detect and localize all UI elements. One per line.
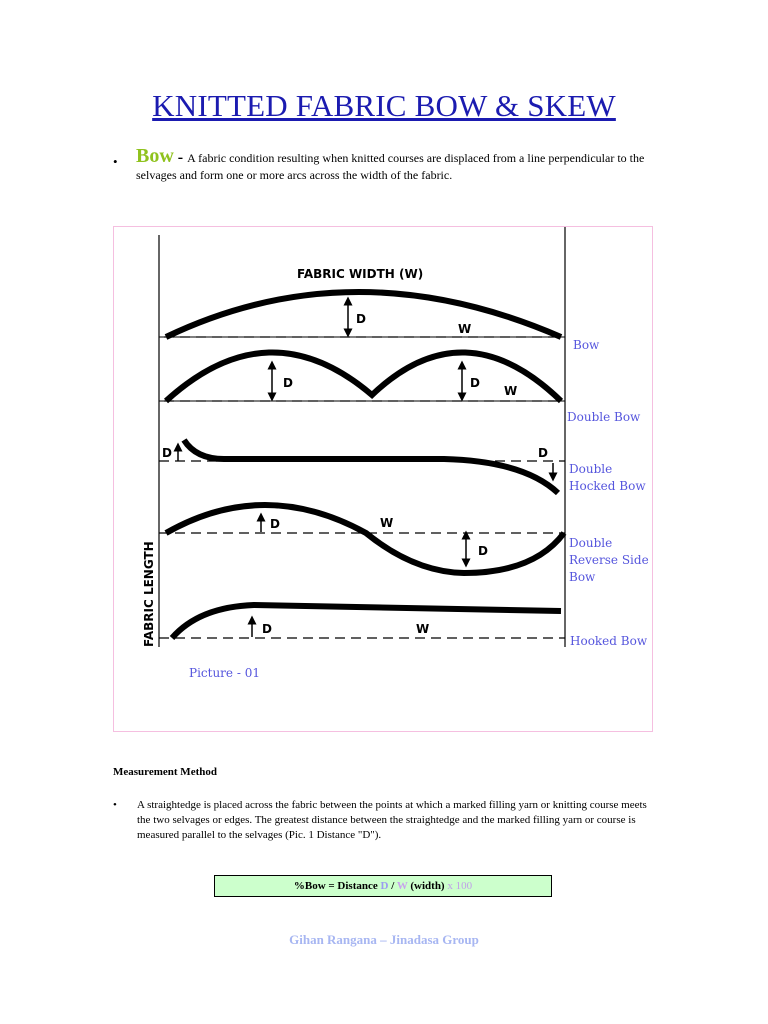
label-reverse-1: Double	[569, 536, 613, 550]
label-double-hooked-2: Hocked Bow	[569, 479, 646, 493]
bow-definition-text: A fabric condition resulting when knitted courses are displaced from a line perpendicular to the selvages and form one or more arcs across the width of the fabric.	[136, 151, 645, 182]
label-double-bow: Double Bow	[567, 410, 641, 424]
label-hooked-bow: Hooked Bow	[570, 634, 648, 648]
label-double-hooked-1: Double	[569, 462, 613, 476]
label-bow: Bow	[573, 338, 600, 352]
measurement-text: A straightedge is placed across the fabric between the points at which a marked filling yarn or knitting course meets the two selvages or edges. The greatest distance between the straightedge and the marked filling yarn or course is measured parallel to the selvages (Pic. 1 Distance "D").	[137, 799, 647, 841]
bow-diagram-figure	[113, 226, 653, 732]
footer-credit: Gihan Rangana – Jinadasa Group	[289, 932, 479, 947]
hooked-bow-curve	[172, 605, 561, 638]
svg-text:W: W	[416, 622, 430, 636]
svg-text:D: D	[478, 544, 488, 558]
svg-text:D: D	[270, 517, 280, 531]
label-reverse-3: Bow	[569, 570, 596, 584]
bullet-icon: •	[113, 154, 118, 169]
fabric-length-label: FABRIC LENGTH	[142, 541, 156, 647]
bow-separator: -	[173, 149, 188, 166]
svg-text:D: D	[262, 622, 272, 636]
svg-text:D: D	[356, 312, 366, 326]
label-reverse-2: Reverse Side	[569, 553, 649, 567]
double-hooked-bow-curve	[184, 440, 558, 493]
page-title: KNITTED FABRIC BOW & SKEW	[152, 88, 616, 123]
reverse-side-bow-curve	[166, 505, 564, 573]
measurement-heading: Measurement Method	[113, 766, 217, 778]
svg-text:W: W	[504, 384, 518, 398]
svg-text:D: D	[470, 376, 480, 390]
bullet-icon: •	[113, 799, 117, 811]
bow-formula: %Bow = Distance D / W (width) x 100	[214, 875, 552, 897]
svg-text:D: D	[538, 446, 548, 460]
measurement-list	[113, 798, 658, 843]
bow-term: Bow	[136, 145, 174, 167]
double-bow-curve	[166, 352, 561, 401]
fabric-width-label: FABRIC WIDTH (W)	[297, 267, 424, 281]
svg-text:D: D	[283, 376, 293, 390]
svg-text:W: W	[458, 322, 472, 336]
figure-caption: Picture - 01	[189, 666, 260, 680]
svg-text:W: W	[380, 516, 394, 530]
svg-text:D: D	[162, 446, 172, 460]
bow-definition	[113, 145, 673, 184]
bow-diagram	[114, 227, 654, 733]
